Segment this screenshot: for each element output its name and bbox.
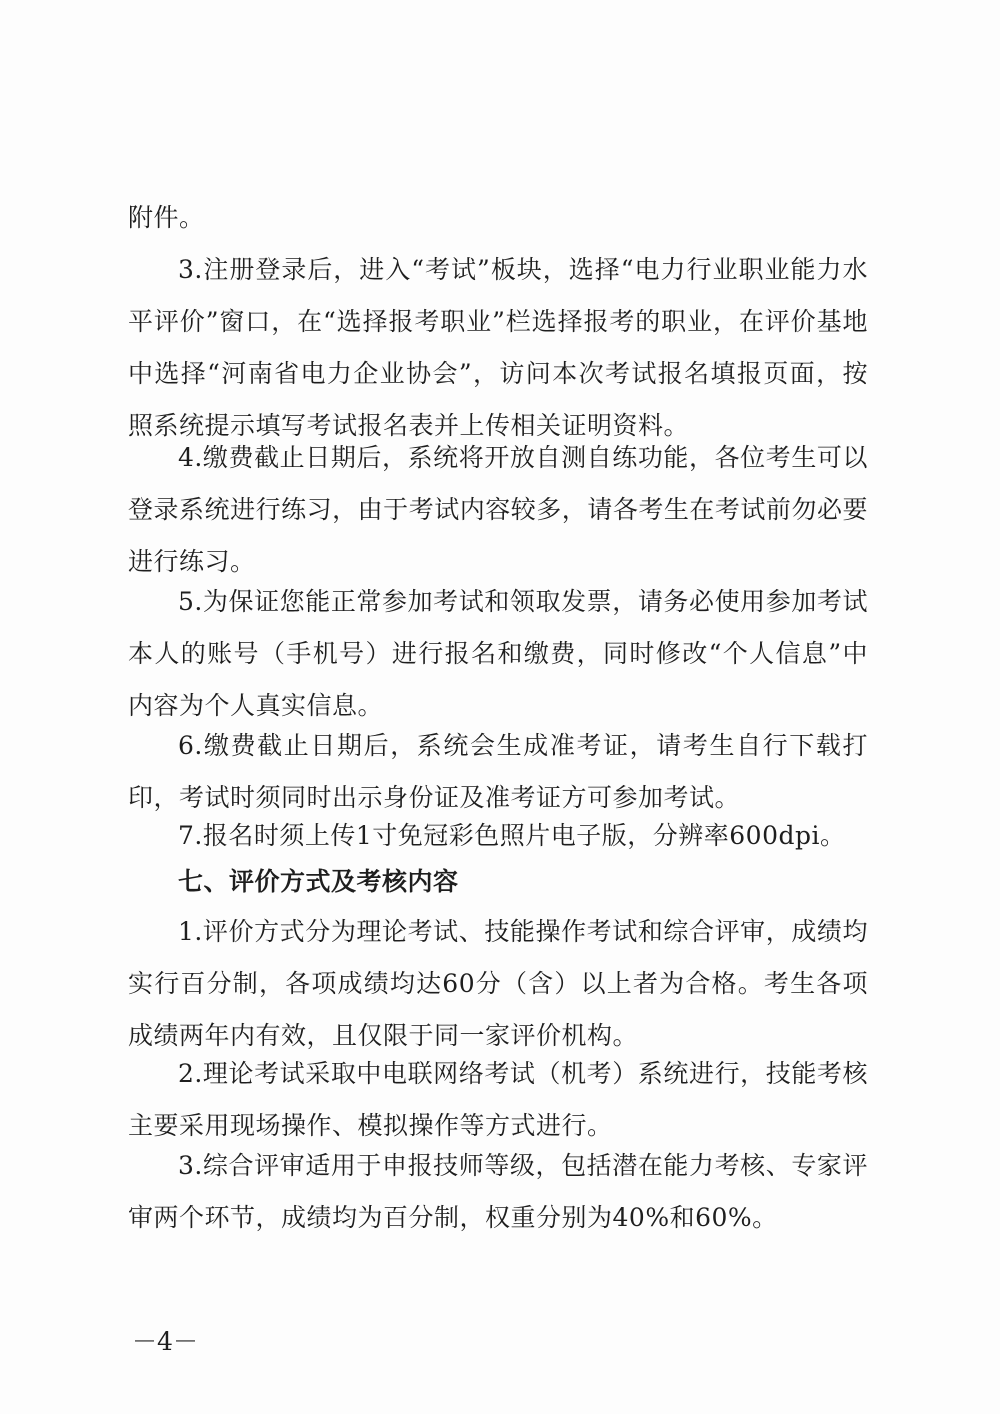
section-paragraph-2: 2.理论考试采取中电联网络考试（机考）系统进行，技能考核主要采用现场操作、模拟操作等方式进行。 [128,1059,868,1140]
paragraph-item-4: 4.缴费截止日期后，系统将开放自测自练功能，各位考生可以登录系统进行练习，由于考试内容较多，请各考生在考试前勿必要进行练习。 [128,443,868,576]
section-heading: 七、评价方式及考核内容 [178,867,459,896]
paragraph-item-7: 7.报名时须上传1寸免冠彩色照片电子版，分辨率600dpi。 [178,821,846,850]
section-paragraph-1: 1.评价方式分为理论考试、技能操作考试和综合评审，成绩均实行百分制，各项成绩均达60分（含）以上者为合格。考生各项成绩两年内有效，且仅限于同一家评价机构。 [128,917,868,1050]
paragraph-item-5: 5.为保证您能正常参加考试和领取发票，请务必使用参加考试本人的账号（手机号）进行报名和缴费，同时修改“个人信息”中内容为个人真实信息。 [128,587,868,720]
paragraph-item-3: 3.注册登录后，进入“考试”板块，选择“电力行业职业能力水平评价”窗口，在“选择报考职业”栏选择报考的职业，在评价基地中选择“河南省电力企业协会”，访问本次考试报名填报页面，按照系统提示填写考试报名表并上传相关证明资料。 [128,255,868,440]
section-paragraph-3: 3.综合评审适用于申报技师等级，包括潜在能力考核、专家评审两个环节，成绩均为百分制，权重分别为40%和60%。 [128,1151,868,1232]
paragraph-item-6: 6.缴费截止日期后，系统会生成准考证，请考生自行下载打印，考试时须同时出示身份证及准考证方可参加考试。 [128,731,868,812]
paragraph-attachment-continuation: 附件。 [128,203,205,232]
page-number: －4－ [132,1327,198,1356]
